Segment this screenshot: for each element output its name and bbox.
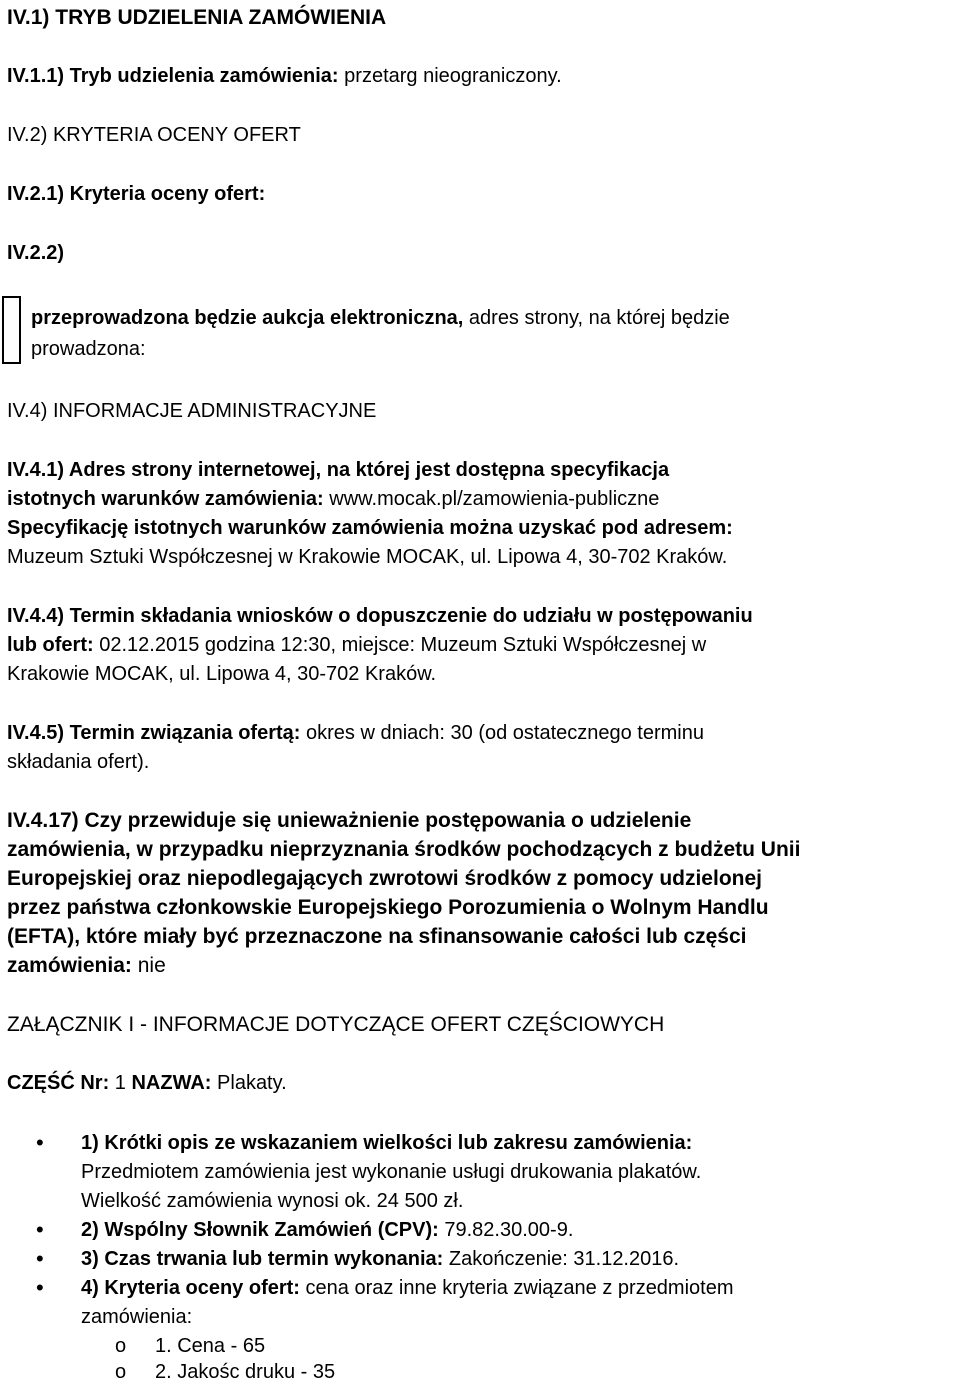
section-iv41-label: istotnych warunków zamówienia: <box>7 488 324 510</box>
part-name-value: Plakaty. <box>217 1072 287 1094</box>
section-iv41-line-4: Muzeum Sztuki Współczesnej w Krakowie MOCAK, ul. Lipowa 4, 30-702 Kraków. <box>7 546 728 568</box>
item-1-label: 1) Krótki opis ze wskazaniem wielkości lub zakresu zamówienia: <box>81 1132 693 1154</box>
section-iv11-label: IV.1.1) Tryb udzielenia zamówienia: <box>7 65 339 87</box>
part-name-label: NAZWA: <box>131 1072 212 1094</box>
section-iv44-value: 02.12.2015 godzina 12:30, miejsce: Muzeum Sztuki Współczesnej w <box>99 634 707 656</box>
section-iv41-line-1: IV.4.1) Adres strony internetowej, na której jest dostępna specyfikacja <box>7 459 670 481</box>
auction-bold-text: przeprowadzona będzie aukcja elektroniczna, <box>31 307 464 329</box>
section-iv417-label: zamówienia: <box>7 954 132 977</box>
criteria-item-2: 2. Jakośc druku - 35 <box>155 1361 336 1383</box>
section-iv417-line-6 <box>7 953 166 979</box>
criteria-item-1: 1. Cena - 65 <box>155 1335 266 1357</box>
sub-bullet-icon: o <box>115 1335 127 1357</box>
annex-heading: ZAŁĄCZNIK I - INFORMACJE DOTYCZĄCE OFERT CZĘŚCIOWYCH <box>7 1013 665 1036</box>
section-iv11-line <box>7 63 562 89</box>
item-2-line <box>81 1217 573 1243</box>
item-4-line <box>81 1275 734 1301</box>
item-3-value: Zakończenie: 31.12.2016. <box>448 1248 680 1270</box>
part-line <box>7 1070 287 1096</box>
part-label: CZĘŚĆ Nr: <box>7 1072 110 1094</box>
item-4-value: cena oraz inne kryteria związane z przedmiotem <box>305 1277 734 1299</box>
section-iv22-label: IV.2.2) <box>7 242 65 264</box>
section-iv417-line-1: IV.4.17) Czy przewiduje się unieważnienie postępowania o udzielenie <box>7 809 692 832</box>
item-4-line-2: zamówienia: <box>81 1306 193 1328</box>
item-1-line-2: Przedmiotem zamówienia jest wykonanie usługi drukowania plakatów. <box>81 1161 702 1183</box>
section-iv1-heading: IV.1) TRYB UDZIELENIA ZAMÓWIENIA <box>7 6 387 29</box>
section-iv45-line-1 <box>7 720 704 746</box>
bullet-icon: • <box>36 1217 44 1242</box>
section-iv41-line-2 <box>7 486 659 512</box>
section-iv45-value: okres w dniach: 30 (od ostatecznego terminu <box>306 722 704 744</box>
section-iv417-line-2: zamówienia, w przypadku nieprzyznania środków pochodzących z budżetu Unii <box>7 838 801 861</box>
section-iv417-line-5: (EFTA), które miały być przeznaczone na sfinansowanie całości lub części <box>7 925 747 948</box>
section-iv44-label: lub ofert: <box>7 634 94 656</box>
section-iv41-line-3: Specyfikację istotnych warunków zamówienia można uzyskać pod adresem: <box>7 517 733 539</box>
section-iv4-heading: IV.4) INFORMACJE ADMINISTRACYJNE <box>7 400 377 422</box>
section-iv2-heading: IV.2) KRYTERIA OCENY OFERT <box>7 124 301 146</box>
section-iv44-line-3: Krakowie MOCAK, ul. Lipowa 4, 30-702 Kraków. <box>7 663 437 685</box>
auction-rest-text: adres strony, na której będzie <box>468 307 730 329</box>
auction-line-2: prowadzona: <box>31 338 146 360</box>
bullet-icon: • <box>36 1275 44 1300</box>
bullet-icon: • <box>36 1246 44 1271</box>
section-iv417-line-3: Europejskiej oraz niepodlegających zwrotowi środków z pomocy udzielonej <box>7 867 762 890</box>
section-iv44-line-2 <box>7 632 706 658</box>
auction-checkbox <box>2 296 21 364</box>
item-3-label: 3) Czas trwania lub termin wykonania: <box>81 1248 444 1270</box>
auction-line-1 <box>31 305 730 331</box>
section-iv45-line-2: składania ofert). <box>7 751 150 773</box>
item-2-value: 79.82.30.00-9. <box>444 1219 574 1241</box>
item-4-label: 4) Kryteria oceny ofert: <box>81 1277 300 1299</box>
section-iv44-line-1: IV.4.4) Termin składania wniosków o dopuszczenie do udziału w postępowaniu <box>7 605 753 627</box>
item-3-line <box>81 1246 679 1272</box>
section-iv21-label: IV.2.1) Kryteria oceny ofert: <box>7 183 266 205</box>
item-1-line-3: Wielkość zamówienia wynosi ok. 24 500 zł. <box>81 1190 464 1212</box>
section-iv417-line-4: przez państwa członkowskie Europejskiego Porozumienia o Wolnym Handlu <box>7 896 769 919</box>
item-2-label: 2) Wspólny Słownik Zamówień (CPV): <box>81 1219 439 1241</box>
section-iv45-label: IV.4.5) Termin związania ofertą: <box>7 722 301 744</box>
section-iv11-value: przetarg nieograniczony. <box>344 65 562 87</box>
spec-url-link[interactable]: www.mocak.pl/zamowienia-publiczne <box>329 488 660 510</box>
section-iv417-value: nie <box>137 954 166 977</box>
part-number: 1 <box>114 1072 126 1094</box>
sub-bullet-icon: o <box>115 1361 127 1383</box>
bullet-icon: • <box>36 1130 44 1155</box>
